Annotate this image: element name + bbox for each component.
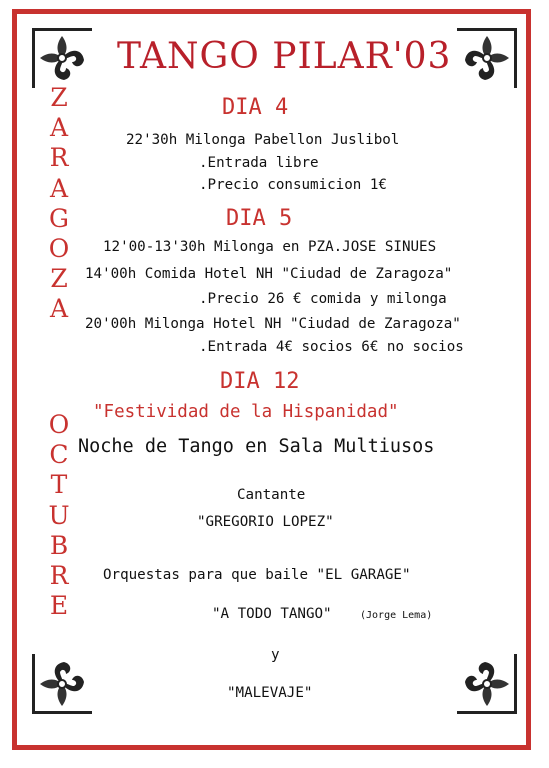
- fleur-de-lis-corner-icon: [455, 26, 519, 90]
- side-city-letter: A: [49, 113, 69, 143]
- day12-heading: DIA 12: [220, 369, 300, 394]
- side-city-letter: G: [49, 203, 69, 233]
- day4-line: .Entrada libre: [199, 155, 319, 171]
- day4-line: .Precio consumicion 1€: [199, 177, 387, 193]
- side-month-letter: E: [49, 591, 69, 621]
- side-month-letter: B: [49, 530, 69, 560]
- singer-name: "GREGORIO LOPEZ": [197, 514, 334, 530]
- day5-heading: DIA 5: [226, 206, 293, 231]
- orchestra-name: "A TODO TANGO": [212, 606, 332, 622]
- side-city-letter: Z: [50, 83, 68, 112]
- day5-line: 12'00-13'30h Milonga en PZA.JOSE SINUES: [103, 239, 437, 255]
- day5-line: .Precio 26 € comida y milonga: [199, 291, 447, 307]
- side-month-letter: O: [48, 410, 70, 439]
- fleur-de-lis-corner-icon: [455, 652, 519, 716]
- orchestras-line: Orquestas para que baile "EL GARAGE": [103, 567, 411, 583]
- side-city: [47, 83, 71, 325]
- day5-line: 14'00h Comida Hotel NH "Ciudad de Zaragoza": [85, 266, 453, 282]
- event-title: Noche de Tango en Sala Multiusos: [78, 436, 435, 457]
- side-city-letter: A: [49, 294, 69, 324]
- fleur-de-lis-corner-icon: [30, 652, 94, 716]
- day5-line: .Entrada 4€ socios 6€ no socios: [199, 339, 464, 355]
- side-city-letter: R: [49, 143, 69, 173]
- side-month-letter: C: [49, 440, 69, 470]
- side-city-letter: A: [49, 173, 69, 203]
- page-title: TANGO PILAR'03: [117, 36, 452, 77]
- and-text: y: [271, 647, 280, 663]
- day4-line: 22'30h Milonga Pabellon Juslibol: [126, 132, 400, 148]
- day5-line: 20'00h Milonga Hotel NH "Ciudad de Zaragoza": [85, 316, 461, 332]
- side-month-letter: R: [49, 561, 69, 591]
- day4-heading: DIA 4: [222, 95, 289, 120]
- side-month-letter: T: [50, 470, 68, 500]
- singer-label: Cantante: [237, 487, 306, 503]
- orchestra-note: (Jorge Lema): [360, 610, 433, 621]
- orchestra-name: "MALEVAJE": [227, 685, 313, 701]
- festivity-title: "Festividad de la Hispanidad": [93, 402, 399, 422]
- side-month: [47, 410, 71, 621]
- side-city-letter: O: [48, 234, 70, 264]
- side-month-letter: U: [48, 500, 70, 530]
- fleur-de-lis-corner-icon: [30, 26, 94, 90]
- side-city-letter: Z: [50, 264, 68, 294]
